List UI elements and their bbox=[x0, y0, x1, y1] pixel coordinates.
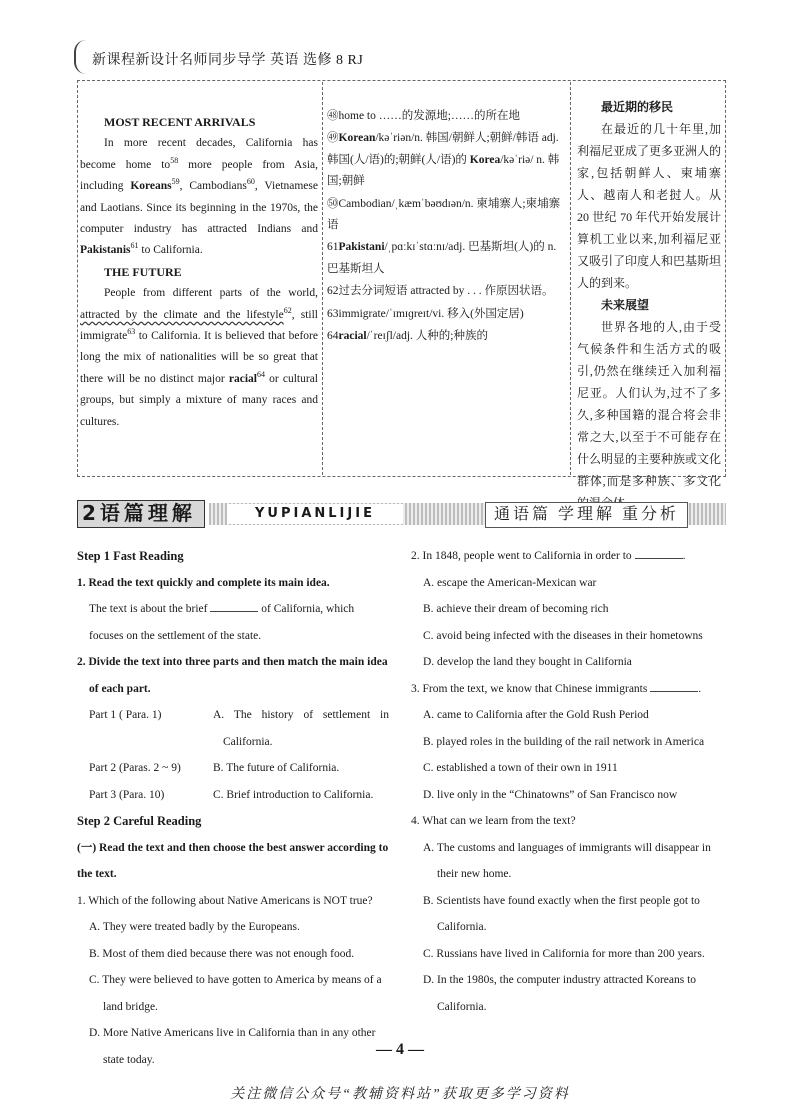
note-marker-64: 64 bbox=[256, 370, 265, 380]
option-2d[interactable]: D. develop the land they bought in California bbox=[423, 656, 632, 668]
question-mc-1: 1. Which of the following about Native Americans is NOT true? bbox=[77, 894, 373, 907]
part-label: Part 1 ( Para. 1) bbox=[89, 709, 162, 721]
part-label: Part 2 (Paras. 2 ~ 9) bbox=[89, 762, 181, 774]
part-row bbox=[77, 702, 389, 755]
note-word: Korean bbox=[338, 132, 376, 145]
text-run: . bbox=[698, 682, 702, 695]
banner-section-number: 2语篇理解 bbox=[77, 500, 205, 528]
option-3a[interactable]: A. came to California after the Gold Rush Period bbox=[423, 709, 649, 721]
option-3d[interactable]: D. live only in the “Chinatowns” of San Francisco now bbox=[423, 788, 678, 801]
note-marker-61: 61 bbox=[130, 241, 139, 251]
step-2-heading: Step 2 Careful Reading bbox=[77, 814, 202, 828]
note-marker-63: 63 bbox=[127, 327, 136, 337]
text-run: , Vietnamese and Laotians. Since its beginning in the 1970s, the computer industry has attracted Indians and bbox=[80, 180, 318, 236]
text-run: 2. In 1848, people went to California in order to bbox=[411, 550, 632, 562]
option-4a[interactable]: A. The customs and languages of immigrants will disappear in their new home. bbox=[423, 841, 711, 880]
note-definition: /ˌpɑːkɪˈstɑːnɪ/adj. 巴基斯坦(人)的 n. 巴基斯坦人 bbox=[327, 241, 557, 275]
text-run: or cultural groups, but simply a mixture of many races and cultures. bbox=[80, 372, 319, 428]
translation-paragraph-1: 在最近的几十年里,加利福尼亚成了更多亚洲人的家,包括朝鲜人、柬埔寨人、越南人和老挝人。从 20 世纪 70 年代开始发展计算机工业以来,加利福尼亚又吸引了印度人和巴基斯坦人的到来。 bbox=[577, 122, 722, 290]
section-banner bbox=[77, 500, 726, 528]
note-marker-58: 58 bbox=[170, 155, 179, 165]
option-2c[interactable]: C. avoid being infected with the diseases in their hometowns bbox=[423, 629, 703, 642]
text-run: of California, which focuses on the settlement of the state. bbox=[89, 603, 355, 642]
option-4b[interactable]: B. Scientists have found exactly when the first people got to California. bbox=[423, 894, 700, 933]
keyword-pakistanis: Pakistanis bbox=[80, 244, 131, 257]
question-mc-2 bbox=[411, 543, 726, 570]
note-marker-60: 60 bbox=[246, 177, 255, 187]
chinese-translation bbox=[577, 96, 721, 514]
text-run: The text is about the brief bbox=[89, 603, 208, 615]
reading-passage bbox=[80, 112, 318, 433]
question-mc-3 bbox=[411, 676, 726, 703]
option-1a[interactable]: A. They were treated badly by the Europeans. bbox=[89, 921, 300, 933]
text-run: to California. bbox=[138, 244, 203, 257]
option-4c[interactable]: C. Russians have lived in California for more than 200 years. bbox=[423, 947, 705, 960]
note-definition: /kəˈriə/ n. 韩国;朝鲜 bbox=[327, 153, 560, 188]
answer-blank[interactable] bbox=[210, 599, 258, 612]
note-definition: /ˈreɪʃl/adj. 人种的;种族的 bbox=[366, 330, 488, 343]
option-3c[interactable]: C. established a town of their own in 1911 bbox=[423, 762, 618, 774]
note-63: 63immigrate/ˈɪmɪɡreɪt/vi. 移入(外国定居) bbox=[327, 307, 524, 320]
column-divider-1 bbox=[322, 82, 323, 475]
note-marker-62: 62 bbox=[283, 305, 292, 315]
part-idea: A. The history of settlement in California. bbox=[213, 709, 389, 748]
exercise-left-column bbox=[77, 543, 389, 1073]
text-run: , Cambodians bbox=[179, 180, 247, 193]
question-1-sentence bbox=[77, 596, 389, 649]
option-3b[interactable]: B. played roles in the building of the rail network in America bbox=[423, 735, 705, 748]
part-idea: C. Brief introduction to California. bbox=[213, 788, 374, 801]
part-idea: B. The future of California. bbox=[213, 762, 340, 774]
translation-paragraph-2: 世界各地的人,由于受气候条件和生活方式的吸引,仍然在继续迁入加利福尼亚。人们认为,过不了多久,多种国籍的混合将会非常之大,以至于不可能存在什么明显的主要种族或文化群体,而是多种族、多文化 bbox=[577, 320, 722, 488]
text-run: People from different parts of the world, bbox=[104, 287, 318, 300]
answer-blank[interactable] bbox=[650, 679, 698, 692]
running-header: 新课程新设计名师同步导学 英语 选修 8 RJ bbox=[92, 53, 364, 68]
header-bracket bbox=[74, 40, 86, 74]
option-2b[interactable]: B. achieve their dream of becoming rich bbox=[423, 603, 609, 615]
text-run: more people from Asia, including bbox=[80, 158, 318, 193]
note-marker-59: 59 bbox=[171, 177, 180, 187]
section-1-instruction: (一) Read the text and then choose the best answer according to the text. bbox=[77, 841, 389, 880]
translation-title-1: 最近期的移民 bbox=[601, 100, 674, 114]
text-run: In more recent decades, California has become home to bbox=[80, 137, 318, 171]
note-word: racial bbox=[338, 330, 367, 343]
text-run: , still immigrate bbox=[80, 308, 319, 343]
translation-title-2: 未来展望 bbox=[601, 298, 650, 312]
note-definition: /kəˈriən/n. 韩国/朝鲜人;朝鲜/韩语 adj. 韩国(人/语)的;朝鲜(人/语)的 bbox=[327, 132, 559, 166]
note-60: ㊿Cambodian/ˌkæmˈbəʊdɪən/n. 柬埔寨人;柬埔寨语 bbox=[327, 197, 561, 232]
note-62: 62过去分词短语 attracted by . . . 作原因状语。 bbox=[327, 285, 554, 298]
reading-paragraph-2 bbox=[80, 283, 318, 433]
note-61 bbox=[327, 237, 565, 280]
note-number: ㊾ bbox=[327, 132, 339, 145]
text-run: . bbox=[682, 550, 686, 562]
vocabulary-notes bbox=[327, 106, 565, 348]
footer-note: 关注微信公众号“教辅资料站”获取更多学习资料 bbox=[230, 1087, 570, 1102]
answer-blank[interactable] bbox=[635, 546, 683, 559]
text-run: 3. From the text, we know that Chinese immigrants bbox=[411, 682, 648, 695]
keyword-koreans: Koreans bbox=[130, 180, 172, 193]
banner-motto: 通语篇 学理解 重分析 bbox=[485, 502, 688, 528]
keyword-racial: racial bbox=[228, 372, 257, 385]
text-run: to California. It is believed that before long the mix of nationalities will be so great that there will be no distinct major bbox=[80, 330, 318, 385]
exercise-right-column bbox=[411, 543, 726, 1020]
note-59 bbox=[327, 128, 565, 192]
question-mc-4: 4. What can we learn from the text? bbox=[411, 815, 576, 827]
note-58: ㊽home to ……的发源地;……的所在地 bbox=[327, 110, 520, 122]
option-1d[interactable]: D. More Native Americans live in California than in any other state today. bbox=[89, 1027, 376, 1066]
step-1-heading: Step 1 Fast Reading bbox=[77, 549, 184, 563]
note-word: Korea bbox=[469, 153, 501, 166]
note-word: Pakistani bbox=[338, 241, 385, 254]
question-1: 1. Read the text quickly and complete its main idea. bbox=[77, 576, 330, 589]
column-divider-2 bbox=[570, 82, 571, 475]
note-64 bbox=[327, 326, 565, 347]
part-row bbox=[77, 755, 389, 782]
reading-paragraph-1 bbox=[80, 133, 318, 261]
section-title-future: THE FUTURE bbox=[104, 264, 182, 279]
option-2a[interactable]: A. escape the American-Mexican war bbox=[423, 576, 597, 589]
page-number: — 4 — bbox=[376, 1041, 424, 1058]
underlined-phrase: attracted by the climate and the lifestyle bbox=[80, 308, 284, 321]
banner-pinyin-label: YUPIANLIJIE bbox=[227, 504, 403, 524]
note-number: 61 bbox=[327, 241, 339, 254]
part-label: Part 3 (Para. 10) bbox=[89, 788, 165, 801]
option-1c[interactable]: C. They were believed to have gotten to America by means of a land bridge. bbox=[89, 974, 382, 1013]
question-2: 2. Divide the text into three parts and then match the main idea of each part. bbox=[77, 656, 388, 695]
part-row bbox=[77, 782, 389, 809]
note-number: 64 bbox=[327, 330, 339, 343]
option-1b[interactable]: B. Most of them died because there was not enough food. bbox=[89, 947, 355, 960]
section-title-recent-arrivals: MOST RECENT ARRIVALS bbox=[104, 115, 256, 129]
option-4d[interactable]: D. In the 1980s, the computer industry attracted Koreans to California. bbox=[423, 974, 697, 1013]
